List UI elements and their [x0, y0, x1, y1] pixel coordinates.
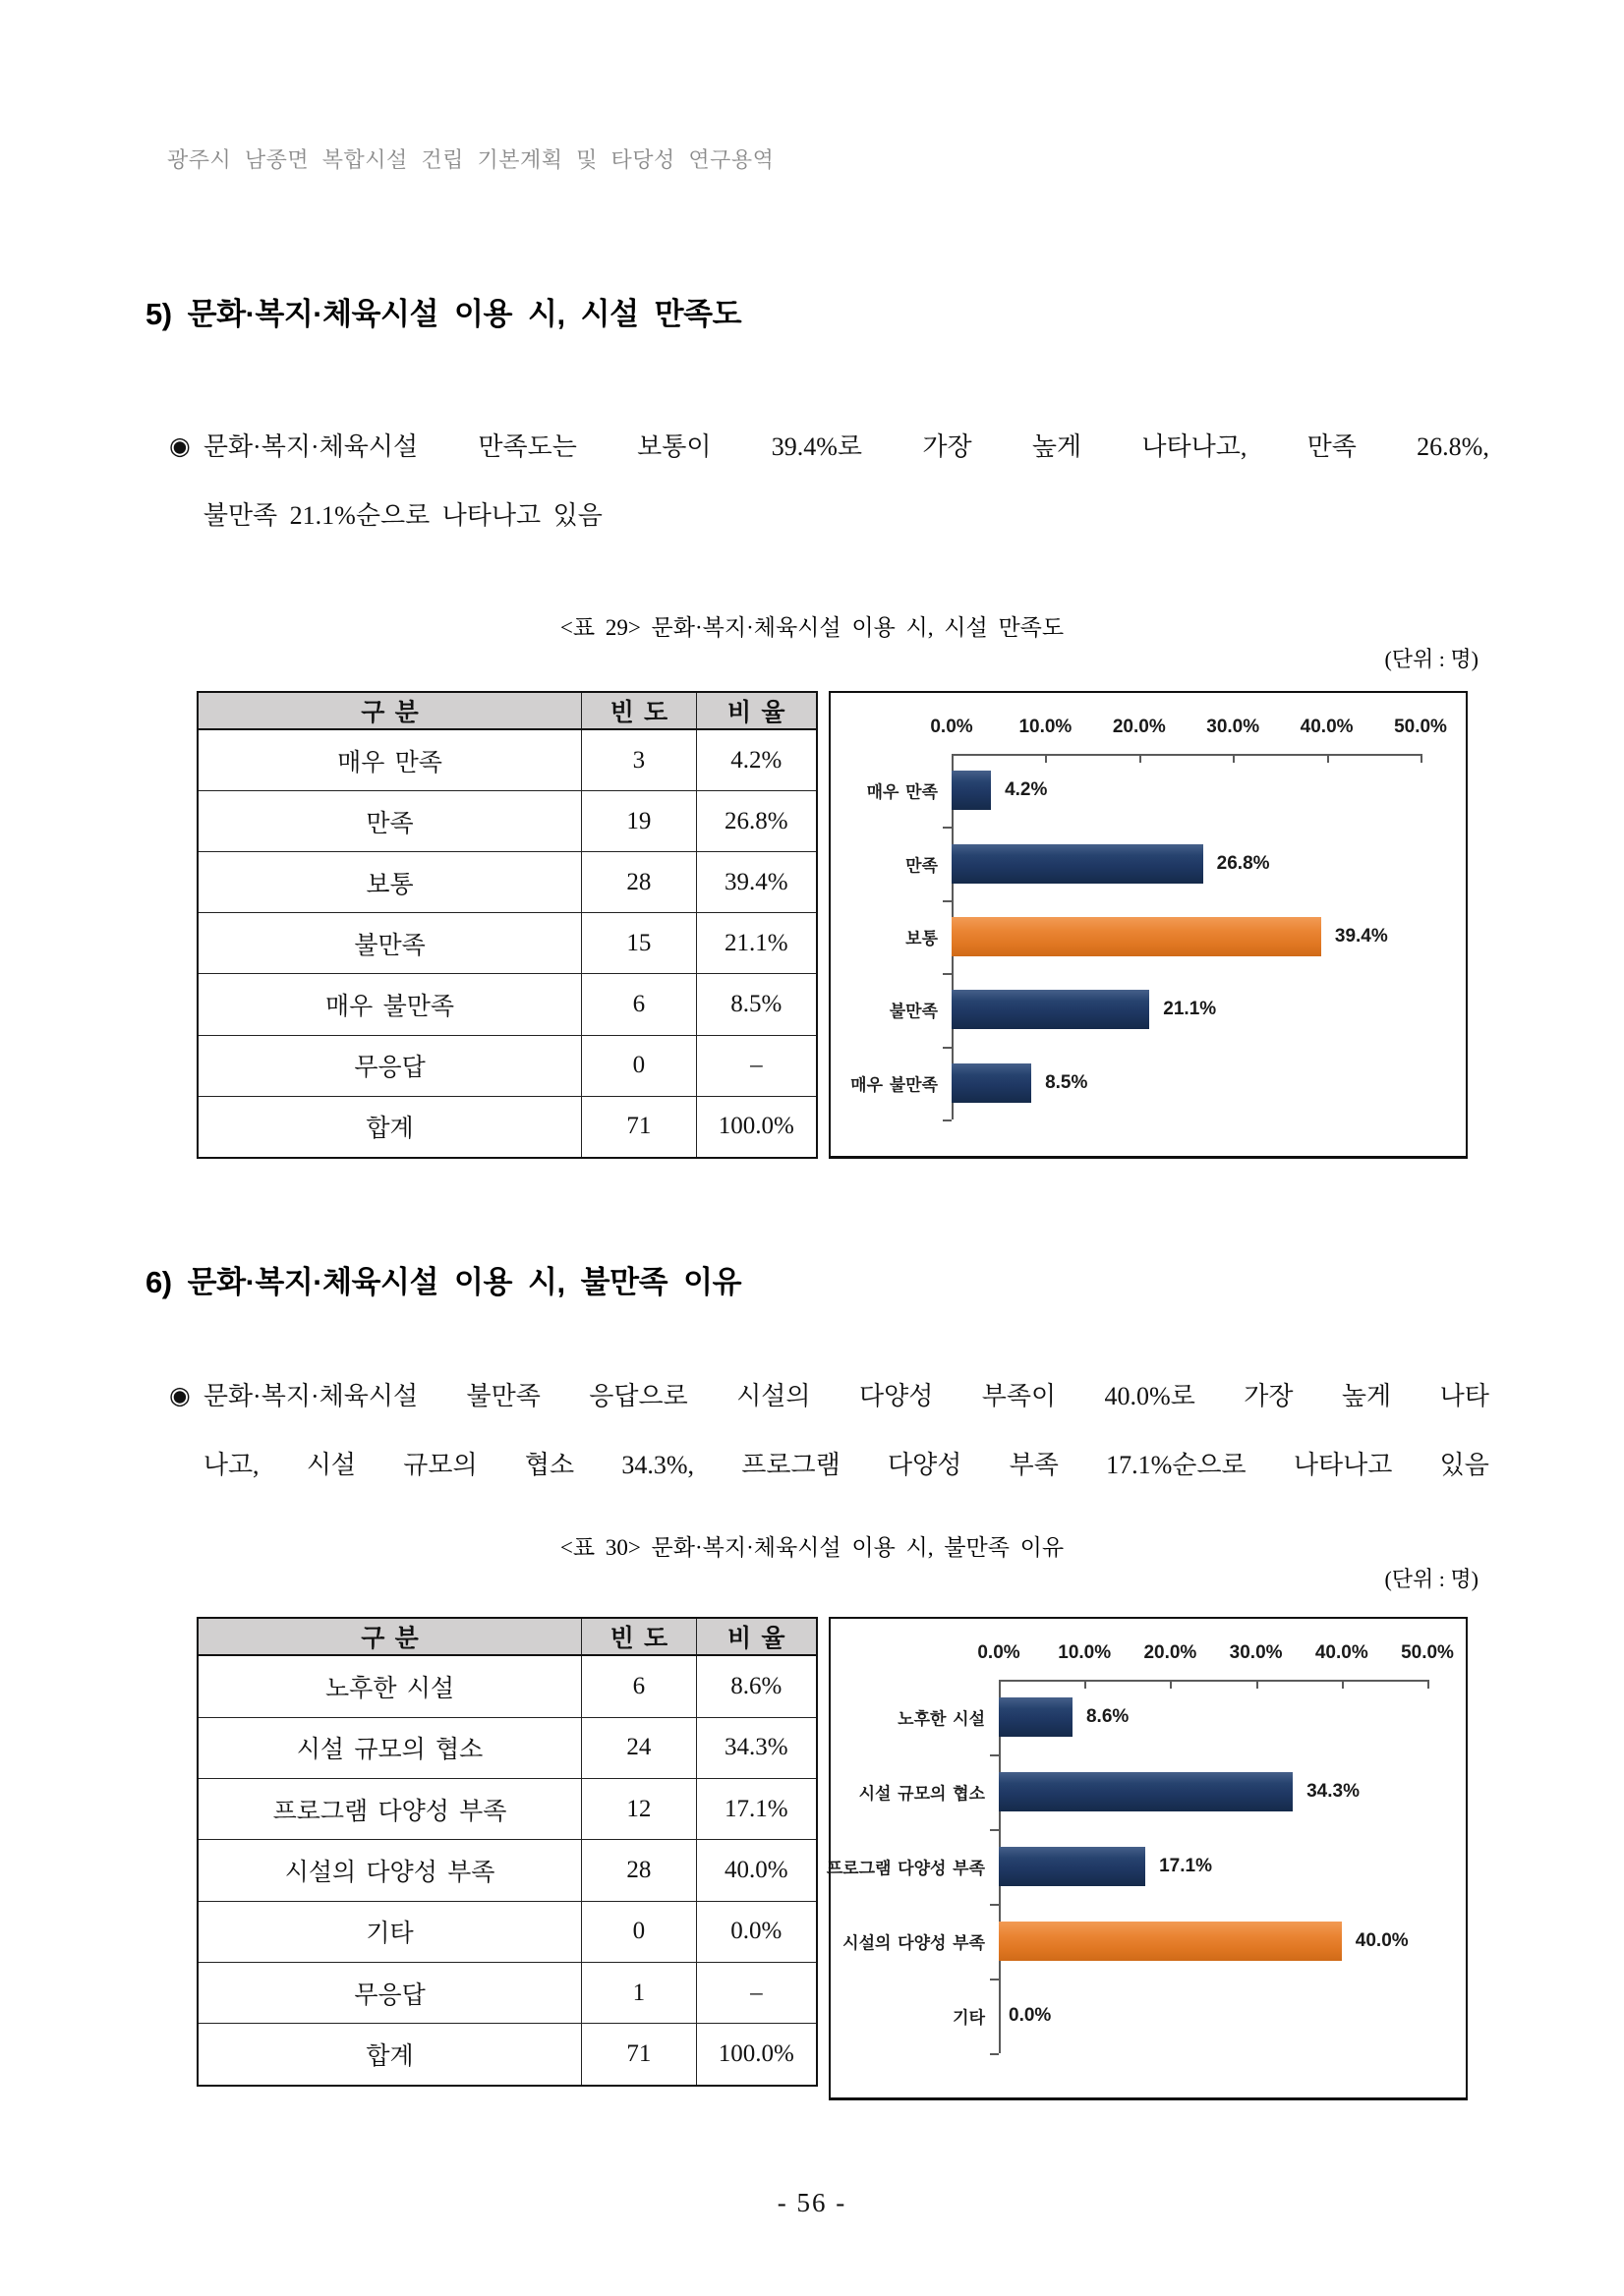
- section-6-heading: 6) 문화·복지·체육시설 이용 시, 불만족 이유: [145, 1265, 742, 1299]
- bar: [999, 1697, 1073, 1737]
- bar-value-label: 4.2%: [1005, 779, 1048, 801]
- table-cell: 15: [582, 913, 697, 974]
- table-cell: 노후한 시설: [198, 1655, 582, 1717]
- table-cell: 합계: [198, 2024, 582, 2086]
- bullet-icon: ◉: [169, 433, 191, 460]
- table-cell: 기타: [198, 1901, 582, 1962]
- satisfaction-bar-chart: [829, 691, 1468, 1159]
- bar-category-label: 보통: [905, 929, 938, 948]
- bar-category-label: 매우 만족: [866, 782, 938, 802]
- table-row: [198, 1096, 817, 1158]
- table-cell: 보통: [198, 852, 582, 913]
- table-cell: 3: [582, 729, 697, 791]
- axis-tick-label: 10.0%: [1018, 717, 1073, 737]
- table-cell: 34.3%: [696, 1717, 817, 1778]
- axis-tick-label: 30.0%: [1206, 717, 1260, 737]
- bar: [952, 990, 1149, 1029]
- axis-tick-label: 10.0%: [1058, 1642, 1112, 1663]
- axis-tick-label: 20.0%: [1143, 1642, 1197, 1663]
- table-header-row: [198, 692, 817, 729]
- y-axis-tick-mark: [990, 1829, 999, 1831]
- unit-note: (단위 : 명): [1384, 647, 1479, 671]
- table-cell: 만족: [198, 791, 582, 852]
- chart-bar-row: [858, 1754, 1427, 1829]
- table-cell: 17.1%: [696, 1779, 817, 1840]
- table-cell: 71: [582, 2024, 697, 2086]
- table-cell: 1: [582, 1962, 697, 2023]
- table-cell: 8.5%: [696, 974, 817, 1035]
- table-cell: 0.0%: [696, 1901, 817, 1962]
- bar-category-label: 불만족: [889, 1002, 938, 1021]
- table-cell: 매우 만족: [198, 729, 582, 791]
- table-row: [198, 974, 817, 1035]
- column-header: 빈 도: [582, 1618, 697, 1655]
- table-row: [198, 852, 817, 913]
- table-cell: 28: [582, 852, 697, 913]
- unit-note: (단위 : 명): [1384, 1567, 1479, 1591]
- table-cell: 26.8%: [696, 791, 817, 852]
- table-cell: 매우 불만족: [198, 974, 582, 1035]
- section-6-bullet: [169, 1362, 1489, 1500]
- section-5-bullet: [169, 413, 1489, 550]
- chart-bar-row: [905, 827, 1421, 899]
- bar-value-label: 8.6%: [1085, 1706, 1130, 1727]
- bar-category-label: 노후한 시설: [898, 1709, 985, 1729]
- dissatisfaction-table: [197, 1617, 818, 2087]
- table-row: [198, 1717, 817, 1778]
- table-cell: 6: [582, 1655, 697, 1717]
- column-header: 구 분: [198, 692, 582, 729]
- bullet-text-line: 불만족 21.1%순으로 나타나고 있음: [203, 501, 603, 530]
- bar-category-label: 만족: [905, 856, 938, 876]
- bullet-text: [203, 1362, 1489, 1500]
- table-cell: 100.0%: [696, 1096, 817, 1158]
- bar-category-label: 시설의 다양성 부족: [842, 1933, 985, 1953]
- chart-bar-row: [905, 900, 1421, 973]
- running-header: 광주시 남종면 복합시설 건립 기본계획 및 타당성 연구용역: [167, 147, 775, 172]
- y-axis-tick-mark: [990, 1979, 999, 1980]
- chart-bar-row: [826, 1829, 1427, 1904]
- table-row: [198, 1655, 817, 1717]
- column-header: 비 율: [696, 1618, 817, 1655]
- bar-category-label: 기타: [953, 2008, 985, 2028]
- axis-tick-label: 20.0%: [1112, 717, 1166, 737]
- y-axis-tick-mark: [943, 1047, 952, 1049]
- bar: [952, 1063, 1031, 1103]
- table-cell: 0: [582, 1901, 697, 1962]
- chart-bar-row: [898, 1680, 1427, 1754]
- table-cell: 40.0%: [696, 1840, 817, 1901]
- table-cell: 무응답: [198, 1962, 582, 2023]
- bar-category-label: 시설 규모의 협소: [858, 1784, 985, 1804]
- y-axis-tick-mark: [943, 900, 952, 902]
- column-header: 빈 도: [582, 692, 697, 729]
- axis-tick-label: 40.0%: [1314, 1642, 1368, 1663]
- axis-tick-label: 50.0%: [1394, 717, 1447, 737]
- table-cell: 0: [582, 1035, 697, 1096]
- bar: [999, 1847, 1145, 1886]
- table-cell: 합계: [198, 1096, 582, 1158]
- page-number: - 56 -: [777, 2188, 847, 2217]
- column-header: 비 율: [696, 692, 817, 729]
- table-row: [198, 2024, 817, 2086]
- chart-bar-row: [842, 1904, 1427, 1979]
- bar-value-label: 21.1%: [1163, 999, 1217, 1020]
- y-axis-tick-mark: [990, 1904, 999, 1906]
- bar: [952, 917, 1321, 956]
- y-axis-tick-mark: [943, 827, 952, 829]
- y-axis-tick-mark: [943, 973, 952, 975]
- table-cell: 39.4%: [696, 852, 817, 913]
- chart-plot-area: [826, 1642, 1454, 2053]
- table-cell: 12: [582, 1779, 697, 1840]
- bar-value-label: 40.0%: [1355, 1930, 1409, 1951]
- satisfaction-table: [197, 691, 818, 1159]
- table-cell: 100.0%: [696, 2024, 817, 2086]
- table-row: [198, 729, 817, 791]
- table-30-caption: <표 30> 문화·복지·체육시설 이용 시, 불만족 이유: [559, 1535, 1065, 1560]
- bullet-text-line: 나고, 시설 규모의 협소 34.3%, 프로그램 다양성 부족 17.1%순으로 나타나고 있음: [203, 1451, 1489, 1479]
- section-5-heading: 5) 문화·복지·체육시설 이용 시, 시설 만족도: [145, 297, 742, 331]
- table-cell: 불만족: [198, 913, 582, 974]
- table-cell: 시설 규모의 협소: [198, 1717, 582, 1778]
- bar-value-label: 34.3%: [1306, 1781, 1360, 1802]
- bar-category-label: 프로그램 다양성 부족: [826, 1859, 985, 1878]
- bar-value-label: 8.5%: [1045, 1071, 1088, 1093]
- table-cell: –: [696, 1962, 817, 2023]
- table-cell: 6: [582, 974, 697, 1035]
- bullet-text-line: 문화·복지·체육시설 만족도는 보통이 39.4%로 가장 높게 나타나고, 만족 26.8%,: [203, 432, 1489, 461]
- chart-plot-area: [850, 717, 1447, 1119]
- bar-category-label: 매우 불만족: [850, 1075, 938, 1095]
- chart-bar-row: [866, 754, 1421, 827]
- table-cell: 19: [582, 791, 697, 852]
- dissatisfaction-bar-chart: [826, 1617, 1468, 2100]
- bar-value-label: 39.4%: [1334, 925, 1388, 947]
- bullet-text-line: 문화·복지·체육시설 불만족 응답으로 시설의 다양성 부족이 40.0%로 가장 높게 나타: [203, 1382, 1489, 1410]
- bar-value-label: 0.0%: [1009, 2005, 1052, 2026]
- table-row: [198, 1035, 817, 1096]
- bar: [952, 771, 991, 810]
- bar-value-label: 17.1%: [1159, 1856, 1212, 1876]
- axis-tick-label: 0.0%: [977, 1642, 1020, 1663]
- axis-tick-label: 40.0%: [1300, 717, 1354, 737]
- table-header-row: [198, 1618, 817, 1655]
- y-axis-tick-mark: [990, 2053, 999, 2055]
- table-row: [198, 1840, 817, 1901]
- table-cell: 무응답: [198, 1035, 582, 1096]
- axis-tick-label: 0.0%: [930, 717, 973, 737]
- table-cell: 21.1%: [696, 913, 817, 974]
- table-cell: 프로그램 다양성 부족: [198, 1779, 582, 1840]
- table-cell: 시설의 다양성 부족: [198, 1840, 582, 1901]
- table-cell: 8.6%: [696, 1655, 817, 1717]
- table-row: [198, 913, 817, 974]
- bar: [999, 1772, 1293, 1811]
- table-row: [198, 791, 817, 852]
- table-cell: 24: [582, 1717, 697, 1778]
- bar: [999, 1922, 1342, 1961]
- axis-tick-label: 50.0%: [1401, 1642, 1454, 1663]
- bullet-icon: ◉: [169, 1383, 191, 1409]
- table-cell: 71: [582, 1096, 697, 1158]
- table-row: [198, 1962, 817, 2023]
- bullet-text: [203, 413, 1489, 550]
- bar-value-label: 26.8%: [1216, 852, 1270, 874]
- data-table: [197, 691, 818, 1159]
- table-row: [198, 1901, 817, 1962]
- column-header: 구 분: [198, 1618, 582, 1655]
- y-axis-tick-mark: [943, 1119, 952, 1121]
- table-cell: 28: [582, 1840, 697, 1901]
- bar: [952, 844, 1203, 884]
- axis-tick-label: 30.0%: [1229, 1642, 1283, 1663]
- data-table: [197, 1617, 818, 2087]
- axis-tick-mark: [1427, 1680, 1429, 1689]
- table-row: [198, 1779, 817, 1840]
- chart-bar-row: [953, 1979, 1427, 2053]
- chart-bar-row: [889, 973, 1421, 1046]
- table-cell: –: [696, 1035, 817, 1096]
- axis-tick-mark: [1421, 754, 1422, 763]
- table-29-caption: <표 29> 문화·복지·체육시설 이용 시, 시설 만족도: [559, 615, 1065, 640]
- table-cell: 4.2%: [696, 729, 817, 791]
- chart-bar-row: [850, 1047, 1421, 1119]
- y-axis-tick-mark: [990, 1754, 999, 1756]
